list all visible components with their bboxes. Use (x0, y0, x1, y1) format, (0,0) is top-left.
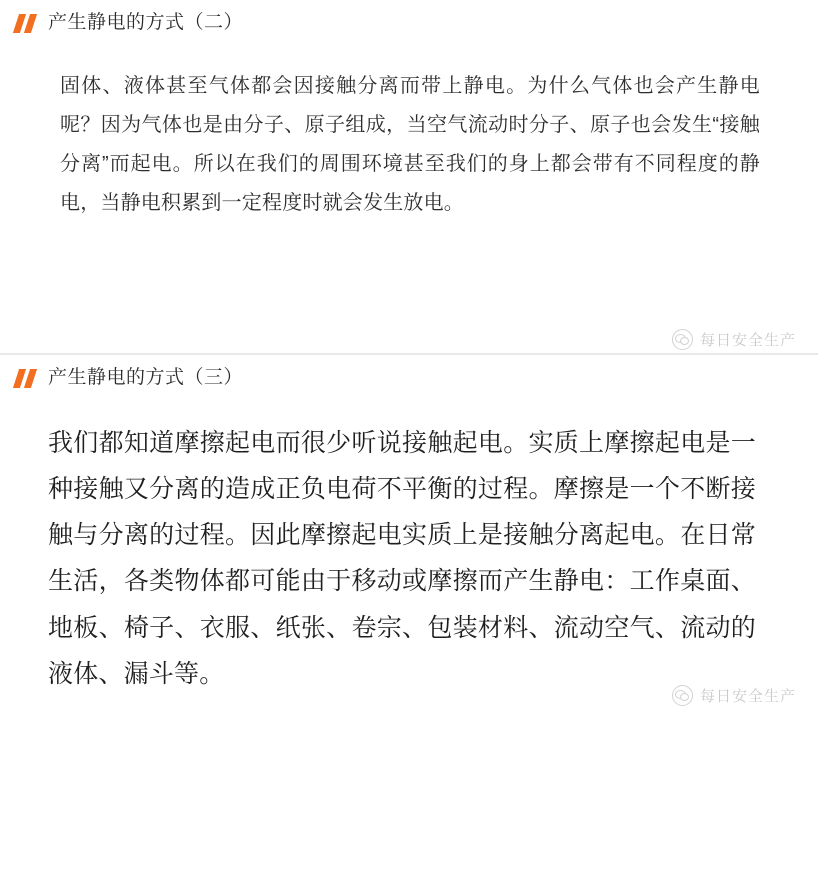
section-two-heading (0, 355, 818, 400)
double-slash-icon (14, 369, 40, 388)
section-one-paragraph: 固体、液体甚至气体都会因接触分离而带上静电。为什么气体也会产生静电呢？因为气体也是由分子、原子组成，当空气流动时分子、原子也会发生“接触分离”而起电。所以在我们的周围环境甚至我们的身上都会带有不同程度的静电，当静电积累到一定程度时就会发生放电。 (60, 74, 760, 214)
section-two (0, 355, 818, 703)
wechat-logo-icon (672, 685, 693, 706)
wechat-logo-icon (672, 329, 693, 350)
section-two-paragraph: 我们都知道摩擦起电而很少听说接触起电。实质上摩擦起电是一种接触又分离的造成正负电荷不平衡的过程。摩擦是一个不断接触与分离的过程。因此摩擦起电实质上是接触分离起电。在日常生活，各类物体都可能由于移动或摩擦而产生静电：工作桌面、地板、椅子、衣服、纸张、卷宗、包装材料、流动空气、流动的液体、漏斗等。 (48, 428, 756, 688)
section-one-body (0, 45, 818, 233)
section-two-heading-text: 产生静电的方式（三） (48, 366, 244, 388)
section-two-body (0, 400, 818, 704)
section-one (0, 0, 818, 353)
watermark-one-text: 每日安全生产 (699, 332, 796, 350)
section-one-heading (0, 0, 818, 45)
watermark-two-text: 每日安全生产 (699, 687, 796, 705)
section-one-heading-text: 产生静电的方式（二） (48, 12, 244, 33)
watermark-one (0, 327, 818, 353)
double-slash-icon (14, 14, 40, 33)
watermark-two (0, 683, 818, 707)
section-one-spacer (0, 233, 818, 323)
